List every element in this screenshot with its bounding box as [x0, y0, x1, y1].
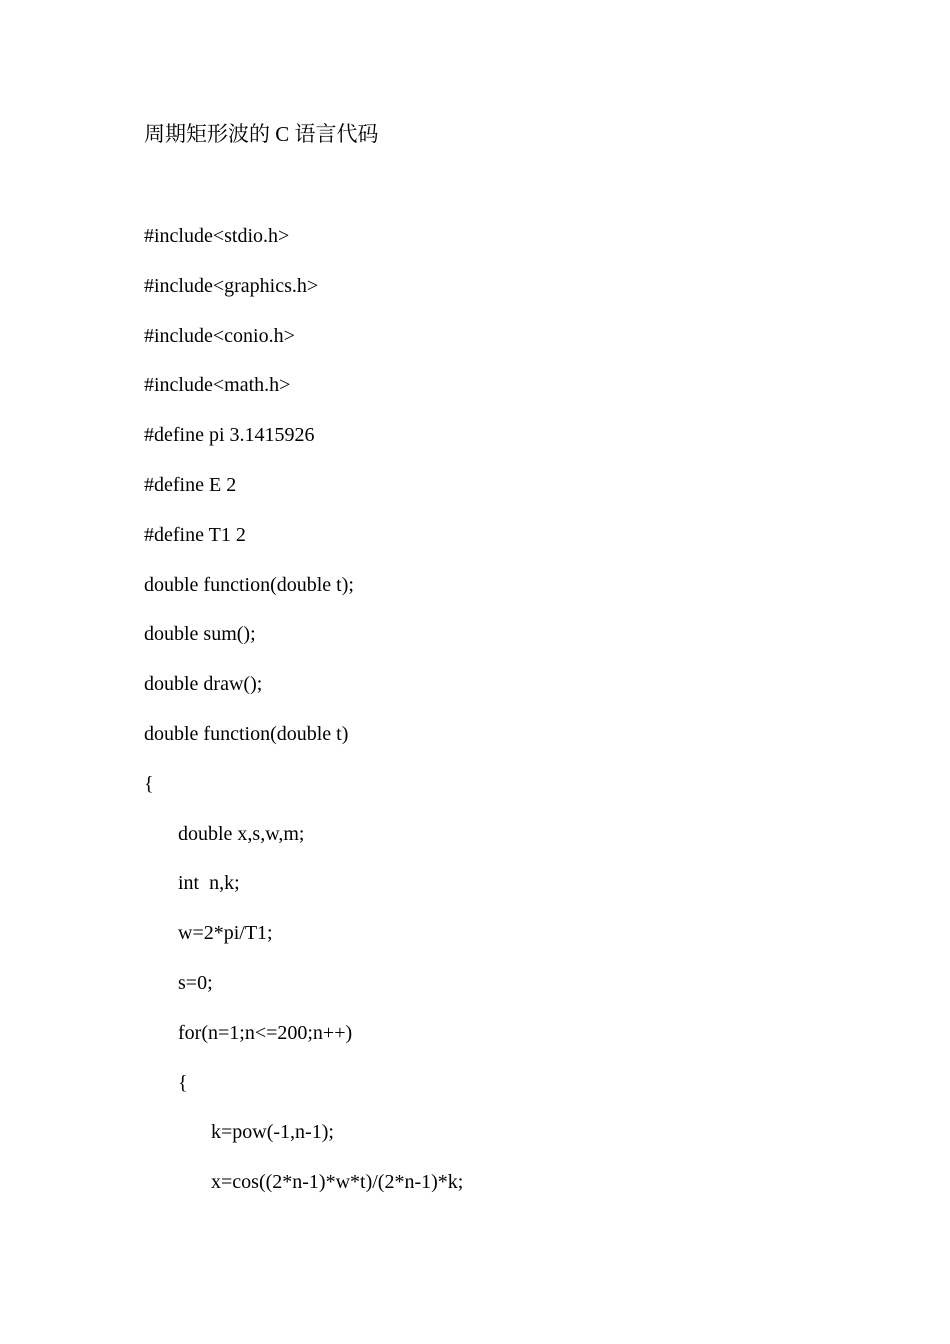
code-line: double function(double t); — [144, 573, 354, 596]
code-line: double draw(); — [144, 673, 263, 696]
code-line: double sum(); — [144, 623, 256, 646]
code-line: k=pow(-1,n-1); — [211, 1121, 334, 1144]
code-line: #define T1 2 — [144, 523, 246, 546]
code-line: #include<stdio.h> — [144, 225, 290, 247]
code-line: for(n=1;n<=200;n++) — [178, 1021, 353, 1044]
code-line: #include<math.h> — [144, 374, 291, 397]
code-line: s=0; — [178, 971, 213, 994]
document-title: 周期矩形波的 C 语言代码 — [144, 122, 379, 146]
code-line: { — [144, 772, 154, 795]
code-line: x=cos((2*n-1)*w*t)/(2*n-1)*k; — [211, 1171, 464, 1194]
code-line: w=2*pi/T1; — [178, 922, 273, 945]
code-line: int n,k; — [178, 872, 240, 895]
code-line: { — [178, 1071, 188, 1094]
code-line: double x,s,w,m; — [178, 822, 305, 845]
code-line: double function(double t) — [144, 722, 349, 745]
code-line: #include<graphics.h> — [144, 274, 319, 297]
code-line: #define pi 3.1415926 — [144, 424, 315, 447]
code-line: #include<conio.h> — [144, 324, 295, 347]
code-line: #define E 2 — [144, 473, 237, 496]
code-block — [144, 222, 463, 1218]
